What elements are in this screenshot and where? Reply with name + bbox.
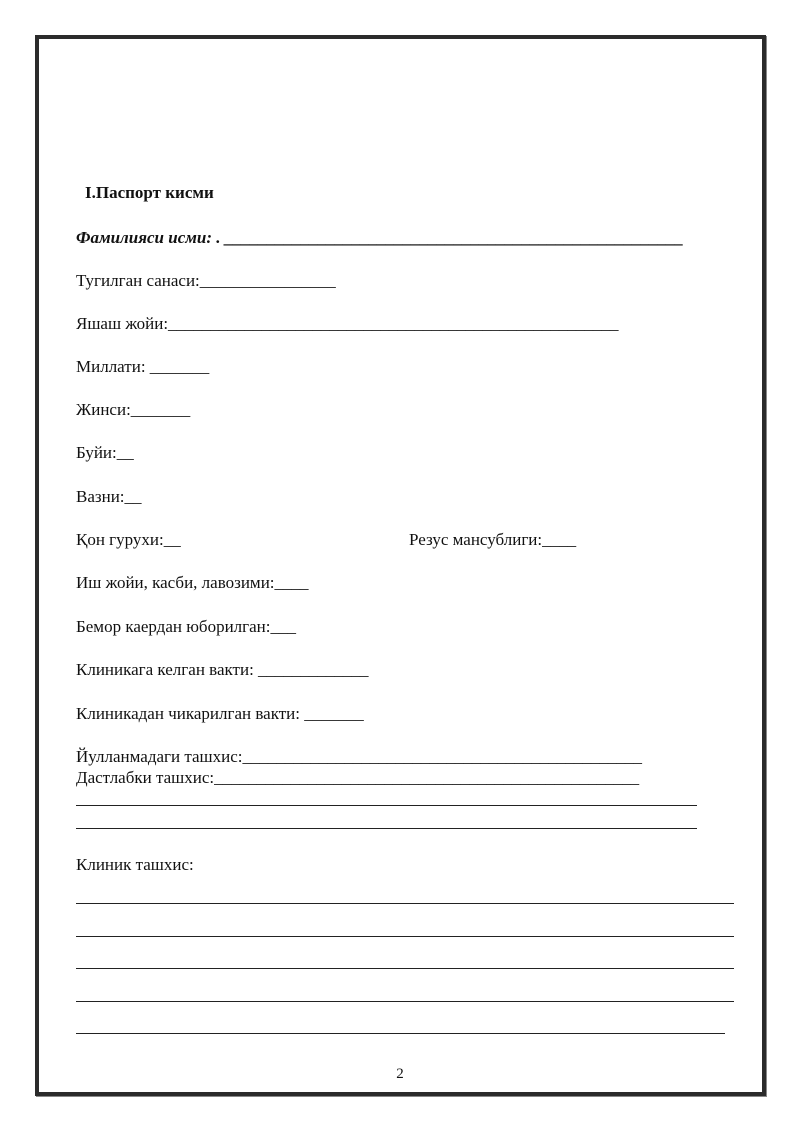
field-rhesus[interactable]: Резус мансублиги:____: [409, 530, 577, 549]
field-blood-group[interactable]: Қон гурухи:__: [76, 530, 181, 549]
field-discharge-time[interactable]: Клиникадан чикарилган вакти: _______: [76, 704, 364, 723]
field-nationality[interactable]: Миллати: _______: [76, 357, 210, 376]
field-admission-time[interactable]: Клиникага келган вакти: _____________: [76, 660, 369, 679]
blank-line[interactable]: [76, 828, 697, 829]
blank-line[interactable]: [76, 1033, 725, 1034]
field-referred-from[interactable]: Бемор каердан юборилган:___: [76, 617, 296, 636]
field-birth-date[interactable]: Тугилган санаси:________________: [76, 271, 336, 290]
field-referral-diagnosis[interactable]: Йулланмадаги ташхис:_______________________________________________: [76, 747, 642, 766]
field-height[interactable]: Буйи:__: [76, 443, 134, 462]
blank-line[interactable]: [76, 805, 697, 806]
field-clinical-diagnosis: Клиник ташхис:: [76, 855, 194, 874]
field-sex[interactable]: Жинси:_______: [76, 400, 191, 419]
field-full-name[interactable]: Фамилияси исми: . ______________________________________________________: [76, 228, 684, 247]
field-workplace[interactable]: Иш жойи, касби, лавозими:____: [76, 573, 309, 592]
blank-line[interactable]: [76, 936, 734, 937]
blank-line[interactable]: [76, 968, 734, 969]
field-preliminary-diagnosis[interactable]: Дастлабки ташхис:__________________________________________________: [76, 768, 640, 787]
blank-line[interactable]: [76, 903, 734, 904]
section-title: I.Паспорт кисми: [85, 183, 214, 202]
field-weight[interactable]: Вазни:__: [76, 487, 142, 506]
blank-line[interactable]: [76, 1001, 734, 1002]
field-address[interactable]: Яшаш жойи:_____________________________________________________: [76, 314, 619, 333]
page-number: 2: [396, 1066, 404, 1082]
